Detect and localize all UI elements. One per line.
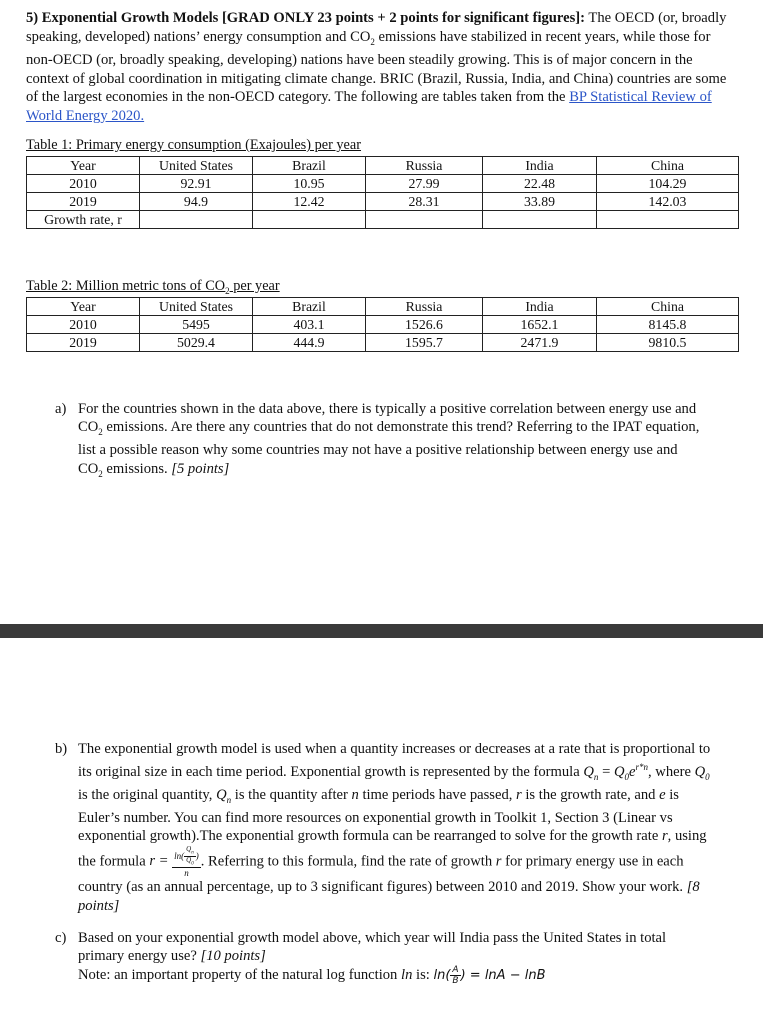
question-a-points: [5 points] [171, 460, 230, 477]
header-cell: China [597, 157, 739, 175]
table-row: 2010 5495 403.1 1526.6 1652.1 8145.8 [27, 316, 739, 334]
growth-rate-formula: r = ln( $\frac{Q_n}{Q_0}$ ) n [149, 844, 199, 879]
page-divider [0, 624, 763, 638]
question-b-text: The exponential growth model is used when a quantity increases or decreases at a rate that is proportional to its original size in each time period. Exponential growth is represented by the formula $Q_n = Q_0e^{r*n}$, where $Q_0$ is the original quantity, $Q_n$ is the quantity after n time periods have passed, r is the growth rate, and e is Euler’s number. You can find more resources on exponential growth in Toolkit 1, Section 3 (Linear vs exponential growth).The exponential growth formula can be rearranged to solve for the growth rate r, using the formula r = ln( $\frac{Q_n}{Q_0}$ ) n . Referring to this formula, find the rate of growth r for primary energy use in each country (as an annual percentage, up to 3 significant figures) between 2010 and 2019. Show your work. [8 points] [78, 741, 711, 914]
header-cell: United States [140, 157, 253, 175]
header-cell: India [483, 157, 597, 175]
question-c-points: [10 points] [200, 948, 266, 965]
header-cell: Brazil [253, 157, 366, 175]
question-a-text: For the countries shown in the data above, there is typically a positive correlation between energy use and $CO_2$ emissions. Are there any countries that do not demonstrate this trend? Referring to the IPAT equation, list a possible reason why some countries may not have a positive relationship between energy use and $CO_2$ emissions. [5 points] [78, 401, 700, 479]
table-row: 2019 94.9 12.42 28.31 33.89 142.03 [27, 193, 739, 211]
table2-co2-emissions [26, 297, 739, 352]
header-cell: China [597, 298, 739, 316]
header-cell: Brazil [253, 298, 366, 316]
header-cell: United States [140, 298, 253, 316]
question-b-marker: b) [55, 741, 68, 757]
log-property-formula: ln( $\frac{A}{B}$ ) = lnA − lnB [433, 965, 546, 987]
header-cell: India [483, 298, 597, 316]
table2-caption: Table 2: Million metric tons of $CO_2$ per year [26, 278, 280, 296]
question-c-marker: c) [55, 930, 67, 946]
question-c-text: Based on your exponential growth model above, which year will India pass the United States in total primary energy use? [10 points] Note: an important property of the natural log function ln is: ln( $\frac{A}{B}$ ) = lnA − lnB [78, 930, 667, 987]
question-heading: 5) Exponential Growth Models [GRAD ONLY 23 points + 2 points for significant figures]: [26, 10, 586, 26]
question-a-marker: a) [55, 401, 67, 417]
table-row-growth-rate: Growth rate, r [27, 211, 739, 229]
table1-caption: Table 1: Primary energy consumption (Exajoules) per year [26, 137, 362, 153]
bp-review-link[interactable]: BP Statistical Review of World Energy 2020. [26, 89, 712, 124]
table-header-row [27, 157, 739, 175]
intro-paragraph: 5) Exponential Growth Models [GRAD ONLY 23 points + 2 points for significant figures]: The OECD (or, broadly speaking, developed) nations’ energy consumption and $CO_2$ emissions have stabilized in recent years, while those for non-OECD (or, broadly speaking, developing) nations have been steadily growing. This is of major concern in the context of global coordination in mitigating climate change. BRIC (Brazil, Russia, India, and China) countries are some of the largest economies in the non-OECD category. The following are tables taken from the BP Statistical Review of World Energy 2020. [26, 10, 727, 124]
question-b-points: [8 points] [78, 879, 700, 914]
table-header-row [27, 298, 739, 316]
table-row: 2019 5029.4 444.9 1595.7 2471.9 9810.5 [27, 334, 739, 352]
table1-energy-consumption [26, 156, 739, 229]
table-row: 2010 92.91 10.95 27.99 22.48 104.29 [27, 175, 739, 193]
header-cell: Russia [366, 298, 483, 316]
header-cell: Russia [366, 157, 483, 175]
header-cell: Year [27, 157, 140, 175]
header-cell: Year [27, 298, 140, 316]
